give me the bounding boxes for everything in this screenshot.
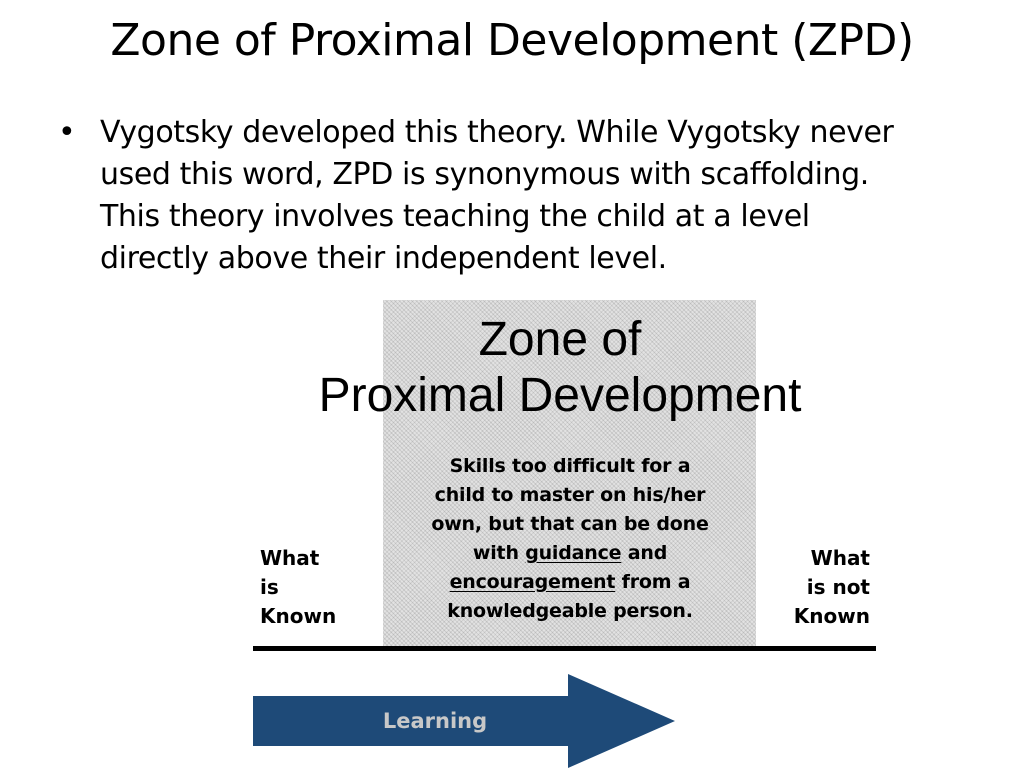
zpd-title-line: Zone of	[478, 313, 642, 366]
zpd-desc-text: from a	[615, 571, 691, 593]
learning-arrow-label: Learning	[382, 709, 488, 733]
zpd-description	[395, 452, 745, 626]
zpd-desc-line: own, but that can be done	[431, 513, 709, 535]
zpd-desc-line: child to master on his/her	[434, 484, 706, 506]
zpd-diagram-title	[260, 312, 860, 424]
zpd-desc-line	[395, 539, 745, 568]
known-label-line: is	[260, 575, 279, 599]
bullet-line: Vygotsky developed this theory. While Vygotsky never	[100, 115, 894, 150]
bullet-symbol: •	[58, 115, 76, 150]
bullet-line: directly above their independent level.	[100, 241, 667, 276]
zpd-desc-line: Skills too difficult for a	[449, 455, 691, 477]
not-known-label-line: What	[810, 546, 870, 570]
bullet-line: This theory involves teaching the child at a level	[100, 199, 810, 234]
what-is-not-known-label	[760, 544, 870, 631]
guidance-term: guidance	[525, 542, 622, 564]
bullet-text	[100, 112, 978, 280]
bullet-line: used this word, ZPD is synonymous with scaffolding.	[100, 157, 869, 192]
not-known-label-line: Known	[793, 604, 870, 628]
known-label-line: Known	[260, 604, 337, 628]
what-is-known-label	[260, 544, 336, 631]
bullet-item	[58, 112, 978, 280]
zpd-desc-line: knowledgeable person.	[447, 600, 693, 622]
not-known-label-line: is not	[806, 575, 870, 599]
zpd-title-line: Proximal Development	[318, 369, 802, 422]
known-label-line: What	[260, 546, 320, 570]
encouragement-term: encouragement	[449, 571, 616, 593]
knowledge-baseline	[253, 646, 876, 651]
zpd-desc-text: and	[621, 542, 668, 564]
slide-title: Zone of Proximal Development (ZPD)	[110, 15, 914, 66]
zpd-desc-line	[395, 568, 745, 597]
zpd-desc-text: with	[472, 542, 526, 564]
